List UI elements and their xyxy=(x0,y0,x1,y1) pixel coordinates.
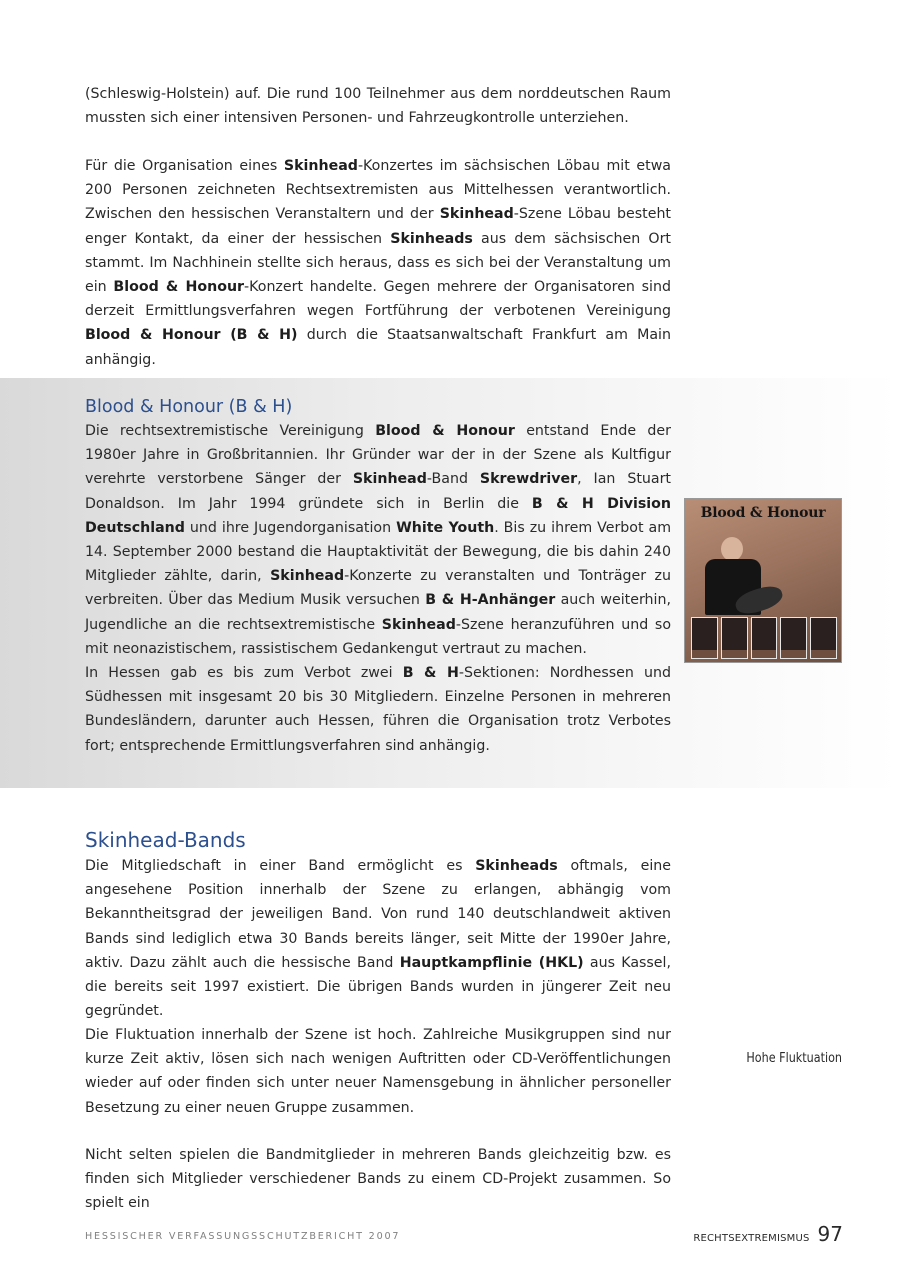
section-paragraph-1: Die Mitgliedschaft in einer Band ermöglicht es Skinheads oftmals, eine angesehene Position innerhalb der Szene zu erlangen, abhängig vom Bekanntheitsgrad der jeweiligen Band. Von rund 140 deutschlandweit aktiven Bands sind lediglich etwa 30 Bands bereits länger, seit Mitte der 1990er Jahre, aktiv. Dazu zählt auch die hessische Band Hauptkampflinie (HKL) aus Kassel, die bereits seit 1997 existiert. Die übrigen Bands wurden in jüngerer Zeit neu gegründet. xyxy=(85,858,671,1020)
footer-right xyxy=(693,1222,843,1246)
page-number: 97 xyxy=(817,1222,843,1246)
box-paragraph-1: Die rechtsextremistische Vereinigung Blood & Honour entstand Ende der 1980er Jahre in Großbritannien. Ihr Gründer war der in der Szene als Kultfigur verehrte verstorbene Sänger der Skinhead-Band Skrewdriver, Ian Stuart Donaldson. Im Jahr 1994 gründete sich in Berlin die B & H Division Deutschland und ihre Jugendorganisation White Youth. Bis zu ihrem Verbot am 14. September 2000 bestand die Hauptaktivität der Bewegung, die bis dahin 240 Mitglieder zählte, darin, Skinhead-Konzerte zu veranstalten und Tonträger zu verbreiten. Über das Medium Musik versuchen B & H-Anhänger auch weiterhin, Jugendliche an die rechtsextremistische Skinhead-Szene heranzuführen und so mit neonazistischem, rassistischem Gedankengut vertraut zu machen. xyxy=(85,423,672,657)
section-heading: Skinhead-Bands xyxy=(85,828,246,852)
bold-term: B & H Division Deutschland xyxy=(85,495,671,536)
cd-cover-logo: Blood & Honour xyxy=(700,505,826,521)
section-paragraph-3: Nicht selten spielen die Bandmitglieder in mehreren Bands gleichzeitig bzw. es finden sich Mitglieder verschiedener Bands zu einem CD-Projekt zusammen. So spielt ein xyxy=(85,1147,671,1212)
bold-term: Blood & Honour (B & H) xyxy=(85,327,298,344)
box-heading: Blood & Honour (B & H) xyxy=(85,397,293,417)
cd-cover-figure-head xyxy=(721,537,743,561)
bold-term: Skinheads xyxy=(390,230,473,247)
intro-paragraph-2: Für die Organisation eines Skinhead-Konzertes im sächsischen Löbau mit etwa 200 Personen zeichneten Rechtsextremisten aus Mittelhessen verantwortlich. Zwischen den hessischen Veranstaltern und der Skinhead-Szene Löbau besteht enger Kontakt, da einer der hessischen Skinheads aus dem sächsischen Ort stammt. Im Nachhinein stellte sich heraus, dass es sich bei der Veranstaltung um ein Blood & Honour-Konzert handelte. Gegen mehrere der Organisatoren sind derzeit Ermittlungsverfahren wegen Fortführung der verbotenen Vereinigung Blood & Honour (B & H) durch die Staatsanwaltschaft Frankfurt am Main anhängig. xyxy=(85,158,672,368)
bold-term: White Youth xyxy=(396,519,495,536)
bold-term: Skinhead xyxy=(283,158,358,174)
bold-term: Skinhead xyxy=(352,471,427,488)
section-paragraph-2: Die Fluktuation innerhalb der Szene ist hoch. Zahlreiche Musikgruppen sind nur kurze Zeit aktiv, lösen sich nach wenigen Auftritten oder CD-Veröffentlichungen wieder auf oder finden sich unter neuer Namensgebung in ähnlicher personeller Besetzung zu einer neuen Gruppe zusammen. xyxy=(85,1027,671,1116)
box-paragraph-2: In Hessen gab es bis zum Verbot zwei B & H-Sektionen: Nordhessen und Südhessen mit insgesamt 20 bis 30 Mitgliedern. Einzelne Personen in mehreren Bundesländern, darunter auch Hessen, führen die Organisation trotz Verbotes fort; entsprechende Ermittlungsverfahren sind anhängig. xyxy=(85,665,671,754)
blood-honour-cd-cover-image xyxy=(684,498,842,663)
bold-term: Skinhead xyxy=(439,206,514,223)
intro-paragraph-1: (Schleswig-Holstein) auf. Die rund 100 Teilnehmer aus dem norddeutschen Raum mussten sich einer intensiven Personen- und Fahrzeugkontrolle unterziehen. xyxy=(85,86,671,127)
cd-cover-thumb xyxy=(780,617,807,659)
bold-term: B & H xyxy=(402,665,459,681)
bold-term: Skinhead xyxy=(270,568,345,585)
bold-term: Skinhead xyxy=(381,616,456,633)
cd-cover-thumb xyxy=(751,617,778,659)
bold-term: B & H-Anhänger xyxy=(425,592,556,609)
margin-note: Hohe Fluktuation xyxy=(746,1051,842,1066)
cd-cover-thumb xyxy=(721,617,748,659)
footer-section-name: RECHTSEXTREMISMUS xyxy=(693,1233,810,1244)
bold-term: Hauptkampflinie (HKL) xyxy=(399,954,584,971)
cd-cover-thumbnail-strip xyxy=(691,617,837,659)
bold-term: Skrewdriver xyxy=(479,471,578,488)
bold-term: Skinheads xyxy=(475,858,558,874)
footer-publication-title: HESSISCHER VERFASSUNGSSCHUTZBERICHT 2007 xyxy=(85,1231,401,1242)
cd-cover-thumb xyxy=(691,617,718,659)
bold-term: Blood & Honour xyxy=(113,279,245,296)
bold-term: Blood & Honour xyxy=(375,423,515,439)
cd-cover-thumb xyxy=(810,617,837,659)
